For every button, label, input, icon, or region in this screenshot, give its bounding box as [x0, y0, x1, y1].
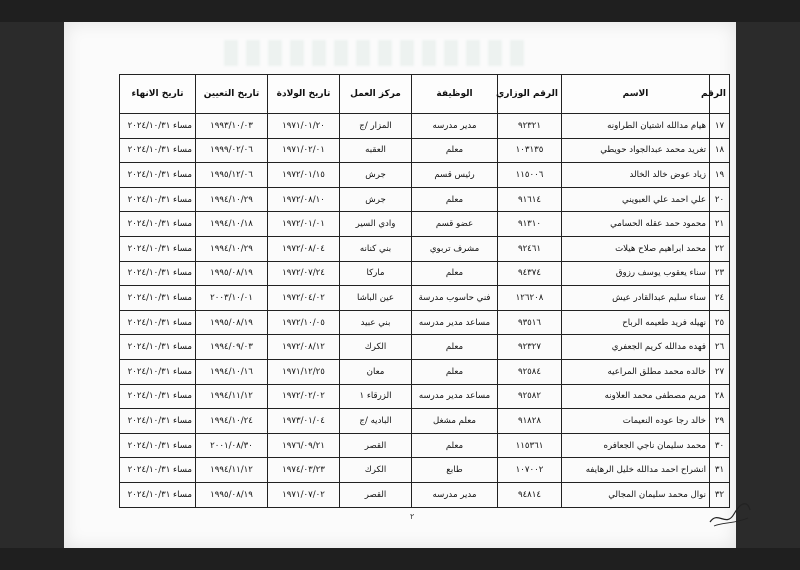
cell-end-date: مساء ٢٠٢٤/١٠/٣١	[120, 163, 196, 188]
page-number: ٢	[410, 512, 415, 521]
cell-end-date: مساء ٢٠٢٤/١٠/٣١	[120, 187, 196, 212]
cell-birth-date: ١٩٧٢/٠٤/٠٢	[268, 286, 340, 311]
cell-end-date: مساء ٢٠٢٤/١٠/٣١	[120, 286, 196, 311]
cell-appointment-date: ١٩٩٤/١١/١٢	[196, 458, 268, 483]
cell-num: ٢١	[710, 212, 730, 237]
cell-appointment-date: ١٩٩٣/١٠/٠٣	[196, 114, 268, 139]
cell-num: ١٨	[710, 138, 730, 163]
cell-appointment-date: ١٩٩٥/١٢/٠٦	[196, 163, 268, 188]
cell-num: ٢٥	[710, 310, 730, 335]
cell-num: ٢٦	[710, 335, 730, 360]
cell-workplace: الباديه /ج	[340, 409, 412, 434]
cell-job: طابع	[412, 458, 498, 483]
table-header-row	[120, 75, 730, 114]
header-ministry-no: الرقم الوزاري	[498, 75, 562, 114]
table-row	[120, 310, 730, 335]
table-row	[120, 409, 730, 434]
cell-workplace: القصر	[340, 482, 412, 507]
table-row	[120, 163, 730, 188]
bottom-dark-margin	[0, 548, 800, 570]
cell-ministry-no: ٩٢٥٨٢	[498, 384, 562, 409]
table-row	[120, 335, 730, 360]
table-row	[120, 286, 730, 311]
cell-end-date: مساء ٢٠٢٤/١٠/٣١	[120, 359, 196, 384]
cell-ministry-no: ١٠٧٠٠٢	[498, 458, 562, 483]
cell-birth-date: ١٩٧٢/٠٨/١٠	[268, 187, 340, 212]
cell-job: مساعد مدير مدرسه	[412, 384, 498, 409]
cell-birth-date: ١٩٧٤/٠٣/٢٣	[268, 458, 340, 483]
top-dark-margin	[0, 0, 800, 22]
cell-end-date: مساء ٢٠٢٤/١٠/٣١	[120, 335, 196, 360]
cell-num: ٣٠	[710, 433, 730, 458]
cell-ministry-no: ١١٥٠٠٦	[498, 163, 562, 188]
cell-num: ٣٢	[710, 482, 730, 507]
cell-workplace: بني كنانه	[340, 236, 412, 261]
cell-name: سناء يعقوب يوسف رزوق	[562, 261, 710, 286]
table-row	[120, 359, 730, 384]
cell-num: ٢٧	[710, 359, 730, 384]
header-num: الرقم	[710, 75, 730, 114]
cell-workplace: الكرك	[340, 458, 412, 483]
cell-birth-date: ١٩٧٢/٠١/٠١	[268, 212, 340, 237]
cell-birth-date: ١٩٧٣/٠١/٠٤	[268, 409, 340, 434]
cell-ministry-no: ٩٣٥١٦	[498, 310, 562, 335]
cell-birth-date: ١٩٧١/٠١/٢٠	[268, 114, 340, 139]
cell-end-date: مساء ٢٠٢٤/١٠/٣١	[120, 310, 196, 335]
cell-ministry-no: ٩٤٣٧٤	[498, 261, 562, 286]
cell-name: محمود حمد عقله الحسامي	[562, 212, 710, 237]
cell-num: ١٧	[710, 114, 730, 139]
cell-name: نهيله فريد طعيمه الرباح	[562, 310, 710, 335]
cell-job: عضو قسم	[412, 212, 498, 237]
cell-end-date: مساء ٢٠٢٤/١٠/٣١	[120, 409, 196, 434]
cell-appointment-date: ١٩٩٤/١٠/١٦	[196, 359, 268, 384]
cell-job: رئيس قسم	[412, 163, 498, 188]
cell-ministry-no: ١٠٣١٣٥	[498, 138, 562, 163]
cell-birth-date: ١٩٧٢/٠٨/٠٤	[268, 236, 340, 261]
cell-name: تغريد محمد عبدالجواد حويطي	[562, 138, 710, 163]
cell-name: نوال محمد سليمان المجالي	[562, 482, 710, 507]
cell-workplace: القصر	[340, 433, 412, 458]
cell-birth-date: ١٩٧٢/٠٢/٠٢	[268, 384, 340, 409]
cell-birth-date: ١٩٧٢/٠٧/٢٤	[268, 261, 340, 286]
cell-name: فهده مدالله كريم الجعفري	[562, 335, 710, 360]
cell-end-date: مساء ٢٠٢٤/١٠/٣١	[120, 261, 196, 286]
cell-ministry-no: ٩٤٨١٤	[498, 482, 562, 507]
cell-appointment-date: ١٩٩٥/٠٨/١٩	[196, 261, 268, 286]
cell-name: محمد ابراهيم صلاح هيلات	[562, 236, 710, 261]
bleed-through-text	[224, 40, 524, 66]
cell-name: خالده محمد مطلق المراعيه	[562, 359, 710, 384]
cell-appointment-date: ١٩٩٥/٠٨/١٩	[196, 482, 268, 507]
cell-birth-date: ١٩٧٢/١٠/٠٥	[268, 310, 340, 335]
table-row	[120, 482, 730, 507]
cell-name: انشراح احمد مدالله خليل الرهايفه	[562, 458, 710, 483]
cell-job: معلم	[412, 261, 498, 286]
cell-ministry-no: ٩٢٤٦١	[498, 236, 562, 261]
cell-job: معلم	[412, 335, 498, 360]
cell-workplace: وادي السير	[340, 212, 412, 237]
cell-num: ١٩	[710, 163, 730, 188]
cell-appointment-date: ٢٠٠١/٠٨/٣٠	[196, 433, 268, 458]
cell-appointment-date: ١٩٩٤/١٠/٢٩	[196, 236, 268, 261]
cell-workplace: جرش	[340, 163, 412, 188]
cell-ministry-no: ٩٢٥٨٤	[498, 359, 562, 384]
cell-job: مساعد مدير مدرسه	[412, 310, 498, 335]
cell-name: مريم مصطفى محمد العلاونه	[562, 384, 710, 409]
header-birth-date: تاريخ الولادة	[268, 75, 340, 114]
employee-retirement-table	[119, 74, 730, 508]
cell-workplace: المزار /ج	[340, 114, 412, 139]
table-row	[120, 114, 730, 139]
cell-birth-date: ١٩٧١/٠٧/٠٢	[268, 482, 340, 507]
table-row	[120, 458, 730, 483]
cell-appointment-date: ١٩٩٤/١١/١٢	[196, 384, 268, 409]
cell-num: ٢٠	[710, 187, 730, 212]
cell-name: زياد عوض خالد الخالد	[562, 163, 710, 188]
cell-workplace: الزرقاء ١	[340, 384, 412, 409]
table-row	[120, 433, 730, 458]
header-appointment-date: تاريخ التعيين	[196, 75, 268, 114]
cell-end-date: مساء ٢٠٢٤/١٠/٣١	[120, 236, 196, 261]
cell-appointment-date: ٢٠٠٣/١٠/٠١	[196, 286, 268, 311]
cell-birth-date: ١٩٧١/٠٢/٠١	[268, 138, 340, 163]
cell-ministry-no: ٩٢٣٢٧	[498, 335, 562, 360]
cell-end-date: مساء ٢٠٢٤/١٠/٣١	[120, 482, 196, 507]
cell-end-date: مساء ٢٠٢٤/١٠/٣١	[120, 458, 196, 483]
cell-workplace: عين الباشا	[340, 286, 412, 311]
cell-job: فني حاسوب مدرسة	[412, 286, 498, 311]
table-row	[120, 187, 730, 212]
cell-appointment-date: ١٩٩٥/٠٨/١٩	[196, 310, 268, 335]
cell-ministry-no: ٩١٦١٤	[498, 187, 562, 212]
cell-name: هيام مدالله اشتيان الطراونه	[562, 114, 710, 139]
cell-end-date: مساء ٢٠٢٤/١٠/٣١	[120, 384, 196, 409]
header-name: الاسم	[562, 75, 710, 114]
cell-ministry-no: ١١٥٣٦١	[498, 433, 562, 458]
cell-end-date: مساء ٢٠٢٤/١٠/٣١	[120, 114, 196, 139]
table-row	[120, 261, 730, 286]
cell-num: ٢٣	[710, 261, 730, 286]
cell-job: مدير مدرسه	[412, 114, 498, 139]
cell-birth-date: ١٩٧٢/٠٨/١٢	[268, 335, 340, 360]
cell-ministry-no: ٩٢٣٢١	[498, 114, 562, 139]
cell-job: معلم	[412, 359, 498, 384]
cell-name: محمد سليمان ناجي الجعافره	[562, 433, 710, 458]
cell-birth-date: ١٩٧٢/٠١/١٥	[268, 163, 340, 188]
table-row	[120, 212, 730, 237]
cell-num: ٣١	[710, 458, 730, 483]
cell-appointment-date: ١٩٩٤/١٠/٢٤	[196, 409, 268, 434]
document-page	[64, 22, 736, 548]
cell-num: ٢٨	[710, 384, 730, 409]
cell-ministry-no: ١٢٦٢٠٨	[498, 286, 562, 311]
table-row	[120, 384, 730, 409]
header-workplace: مركز العمل	[340, 75, 412, 114]
cell-appointment-date: ١٩٩٤/٠٩/٠٣	[196, 335, 268, 360]
cell-job: مدير مدرسه	[412, 482, 498, 507]
cell-ministry-no: ٩١٣١٠	[498, 212, 562, 237]
cell-appointment-date: ١٩٩٤/١٠/١٨	[196, 212, 268, 237]
cell-num: ٢٢	[710, 236, 730, 261]
header-job: الوظيفة	[412, 75, 498, 114]
cell-job: معلم	[412, 138, 498, 163]
cell-end-date: مساء ٢٠٢٤/١٠/٣١	[120, 138, 196, 163]
cell-workplace: العقبه	[340, 138, 412, 163]
cell-name: سناء سليم عبدالقادر عيش	[562, 286, 710, 311]
table-row	[120, 138, 730, 163]
cell-num: ٢٩	[710, 409, 730, 434]
cell-appointment-date: ١٩٩٩/٠٢/٠٦	[196, 138, 268, 163]
cell-workplace: بني عبيد	[340, 310, 412, 335]
header-end-date: تاريخ الانهاء	[120, 75, 196, 114]
cell-job: معلم مشغل	[412, 409, 498, 434]
cell-appointment-date: ١٩٩٤/١٠/٢٩	[196, 187, 268, 212]
cell-workplace: معان	[340, 359, 412, 384]
cell-job: مشرف تربوي	[412, 236, 498, 261]
handwritten-signature	[704, 492, 754, 532]
table-row	[120, 236, 730, 261]
cell-name: خالد رجا عوده النعيمات	[562, 409, 710, 434]
cell-workplace: جرش	[340, 187, 412, 212]
cell-num: ٢٤	[710, 286, 730, 311]
cell-end-date: مساء ٢٠٢٤/١٠/٣١	[120, 433, 196, 458]
cell-job: معلم	[412, 187, 498, 212]
cell-birth-date: ١٩٧٦/٠٩/٢١	[268, 433, 340, 458]
cell-name: علي احمد علي العبويني	[562, 187, 710, 212]
cell-end-date: مساء ٢٠٢٤/١٠/٣١	[120, 212, 196, 237]
cell-workplace: الكرك	[340, 335, 412, 360]
cell-birth-date: ١٩٧١/١٢/٢٥	[268, 359, 340, 384]
cell-job: معلم	[412, 433, 498, 458]
cell-workplace: ماركا	[340, 261, 412, 286]
cell-ministry-no: ٩١٨٢٨	[498, 409, 562, 434]
